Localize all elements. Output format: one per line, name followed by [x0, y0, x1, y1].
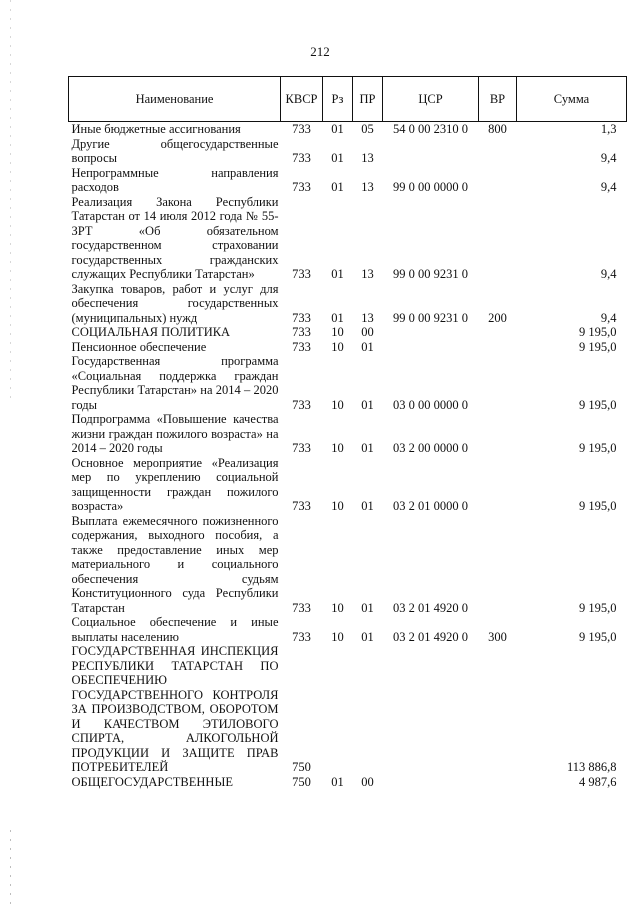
- cell-kvsr: 733: [292, 325, 311, 339]
- margin-dots-top: [10, 0, 11, 400]
- cell-name: Подпрограмма «Повышение качества жизни граждан пожилого возраста» на 2014 – 2020 годы: [71, 412, 279, 455]
- cell-csr: 03 0 00 0000 0: [393, 397, 468, 412]
- cell-csr: 03 2 01 0000 0: [393, 499, 468, 513]
- cell-rz: 10: [331, 499, 344, 513]
- cell-pr: 01: [361, 629, 374, 644]
- cell-pr: 13: [361, 310, 374, 325]
- header-vr: ВР: [479, 77, 517, 122]
- table-row: [69, 166, 627, 195]
- cell-vr: 200: [488, 310, 507, 325]
- cell-sum: 9,4: [600, 267, 617, 281]
- cell-pr: 13: [361, 267, 374, 281]
- cell-pr: 05: [361, 122, 374, 136]
- cell-name: СОЦИАЛЬНАЯ ПОЛИТИКА: [71, 325, 231, 339]
- margin-dots-bottom: [10, 830, 11, 905]
- cell-vr: [479, 137, 517, 166]
- cell-name: Иные бюджетные ассигнования: [71, 122, 241, 136]
- cell-rz: 10: [331, 629, 344, 644]
- page-number: 212: [310, 44, 330, 59]
- cell-vr: [479, 325, 517, 340]
- cell-vr: [479, 412, 517, 456]
- cell-vr: [479, 644, 517, 775]
- cell-rz: [323, 644, 353, 775]
- cell-sum: 9 195,0: [579, 441, 617, 455]
- cell-vr: [479, 775, 517, 790]
- budget-table: [68, 76, 627, 789]
- cell-name: Закупка товаров, работ и услуг для обеспечения государственных (муниципальных) нужд: [71, 281, 279, 325]
- cell-vr: [479, 514, 517, 616]
- cell-csr: 03 2 01 4920 0: [393, 600, 468, 615]
- cell-name: Социальное обеспечение и иные выплаты населению: [71, 615, 279, 644]
- table-row: [69, 775, 627, 790]
- cell-sum: 4 987,6: [579, 774, 617, 789]
- cell-pr: 01: [361, 499, 374, 513]
- cell-sum: 9,4: [600, 310, 617, 325]
- cell-kvsr: 733: [292, 397, 311, 412]
- header-name: Наименование: [69, 77, 281, 122]
- cell-name: Выплата ежемесячного пожизненного содержания, выходного пособия, а также предоставление иных мер материального и социального обеспечения судьям Конституционного суда Республики Татарстан: [71, 513, 279, 615]
- cell-rz: 01: [331, 122, 344, 136]
- cell-csr: 99 0 00 9231 0: [393, 267, 468, 281]
- table-row: [69, 122, 627, 137]
- cell-sum: 113 886,8: [566, 760, 617, 774]
- cell-kvsr: 750: [292, 774, 311, 789]
- table-row: [69, 195, 627, 282]
- cell-name: Государственная программа «Социальная поддержка граждан Республики Татарстан» на 2014 – 2020 годы: [71, 354, 279, 412]
- cell-rz: 01: [331, 774, 344, 789]
- table-row: [69, 456, 627, 514]
- cell-pr: 01: [361, 339, 374, 354]
- cell-csr: 03 2 00 0000 0: [393, 441, 468, 455]
- cell-vr: 800: [488, 122, 507, 136]
- cell-csr: 54 0 00 2310 0: [393, 122, 468, 136]
- cell-pr: 01: [361, 441, 374, 455]
- cell-vr: [479, 195, 517, 282]
- cell-kvsr: 733: [292, 310, 311, 325]
- cell-name: Реализация Закона Республики Татарстан от 14 июля 2012 года № 55-ЗРТ «Об обязательном государственном страховании государственных гражданских служащих Республики Татарстан»: [71, 194, 279, 281]
- cell-sum: 9 195,0: [579, 629, 617, 644]
- cell-kvsr: 733: [292, 180, 311, 194]
- cell-pr: [353, 644, 383, 775]
- cell-rz: 01: [331, 151, 344, 165]
- header-pr: ПР: [353, 77, 383, 122]
- cell-kvsr: 733: [292, 441, 311, 455]
- table-row: [69, 354, 627, 412]
- cell-rz: 10: [331, 600, 344, 615]
- cell-sum: 9 195,0: [579, 600, 617, 615]
- cell-name: Основное мероприятие «Реализация мер по укреплению социальной защищенности граждан пожилого возраста»: [71, 455, 279, 513]
- cell-kvsr: 733: [292, 339, 311, 354]
- cell-name: ОБЩЕГОСУДАРСТВЕННЫЕ: [71, 774, 233, 789]
- cell-pr: 00: [361, 774, 374, 789]
- cell-vr: [479, 354, 517, 412]
- cell-sum: 9 195,0: [579, 397, 617, 412]
- cell-csr: [383, 325, 479, 340]
- cell-name: Другие общегосударственные вопросы: [71, 136, 279, 165]
- cell-csr: [383, 340, 479, 355]
- cell-rz: 10: [331, 339, 344, 354]
- cell-sum: 9 195,0: [579, 499, 617, 513]
- cell-pr: 00: [361, 325, 374, 339]
- cell-kvsr: 733: [292, 629, 311, 644]
- cell-rz: 10: [331, 325, 344, 339]
- table-row: [69, 340, 627, 355]
- cell-sum: 9 195,0: [579, 325, 617, 339]
- cell-rz: 10: [331, 441, 344, 455]
- cell-name: Непрограммные направления расходов: [71, 165, 279, 194]
- cell-rz: 10: [331, 397, 344, 412]
- table-row: [69, 644, 627, 775]
- cell-sum: 9,4: [600, 180, 617, 194]
- cell-sum: 9 195,0: [579, 339, 617, 354]
- cell-vr: 300: [488, 629, 507, 644]
- cell-name: Пенсионное обеспечение: [71, 339, 207, 354]
- cell-name: ГОСУДАРСТВЕННАЯ ИНСПЕКЦИЯ РЕСПУБЛИКИ ТАТАРСТАН ПО ОБЕСПЕЧЕНИЮ ГОСУДАРСТВЕННОГО КОНТРОЛЯ ЗА ПРОИЗВОДСТВОМ, ОБОРОТОМ И КАЧЕСТВОМ ЭТИЛОВОГО СПИРТА, АЛКОГОЛЬНОЙ ПРОДУКЦИИ И ЗАЩИТЕ ПРАВ ПОТРЕБИТЕЛЕЙ: [71, 644, 279, 774]
- cell-rz: 01: [331, 310, 344, 325]
- header-kvsr: КВСР: [281, 77, 323, 122]
- cell-csr: [383, 775, 479, 790]
- cell-csr: [383, 644, 479, 775]
- cell-kvsr: 733: [292, 600, 311, 615]
- table-row: [69, 282, 627, 326]
- table-row: [69, 412, 627, 456]
- cell-pr: 13: [361, 180, 374, 194]
- cell-vr: [479, 456, 517, 514]
- cell-pr: 01: [361, 397, 374, 412]
- cell-kvsr: 733: [292, 122, 311, 136]
- header-rz: Рз: [323, 77, 353, 122]
- header-csr: ЦСР: [383, 77, 479, 122]
- header-sum: Сумма: [517, 77, 627, 122]
- cell-pr: 01: [361, 600, 374, 615]
- cell-csr: [383, 137, 479, 166]
- cell-vr: [479, 340, 517, 355]
- table-header-row: [69, 77, 627, 122]
- cell-rz: 01: [331, 267, 344, 281]
- table-row: [69, 137, 627, 166]
- cell-csr: 99 0 00 0000 0: [393, 180, 468, 194]
- cell-csr: 99 0 00 9231 0: [393, 310, 468, 325]
- table-row: [69, 325, 627, 340]
- cell-vr: [479, 166, 517, 195]
- cell-sum: 1,3: [600, 122, 617, 136]
- cell-kvsr: 733: [292, 151, 311, 165]
- cell-pr: 13: [361, 151, 374, 165]
- cell-rz: 01: [331, 180, 344, 194]
- cell-kvsr: 750: [292, 760, 311, 774]
- table-row: [69, 514, 627, 616]
- cell-kvsr: 733: [292, 267, 311, 281]
- cell-sum: 9,4: [600, 151, 617, 165]
- table-row: [69, 615, 627, 644]
- cell-csr: 03 2 01 4920 0: [393, 629, 468, 644]
- cell-kvsr: 733: [292, 499, 311, 513]
